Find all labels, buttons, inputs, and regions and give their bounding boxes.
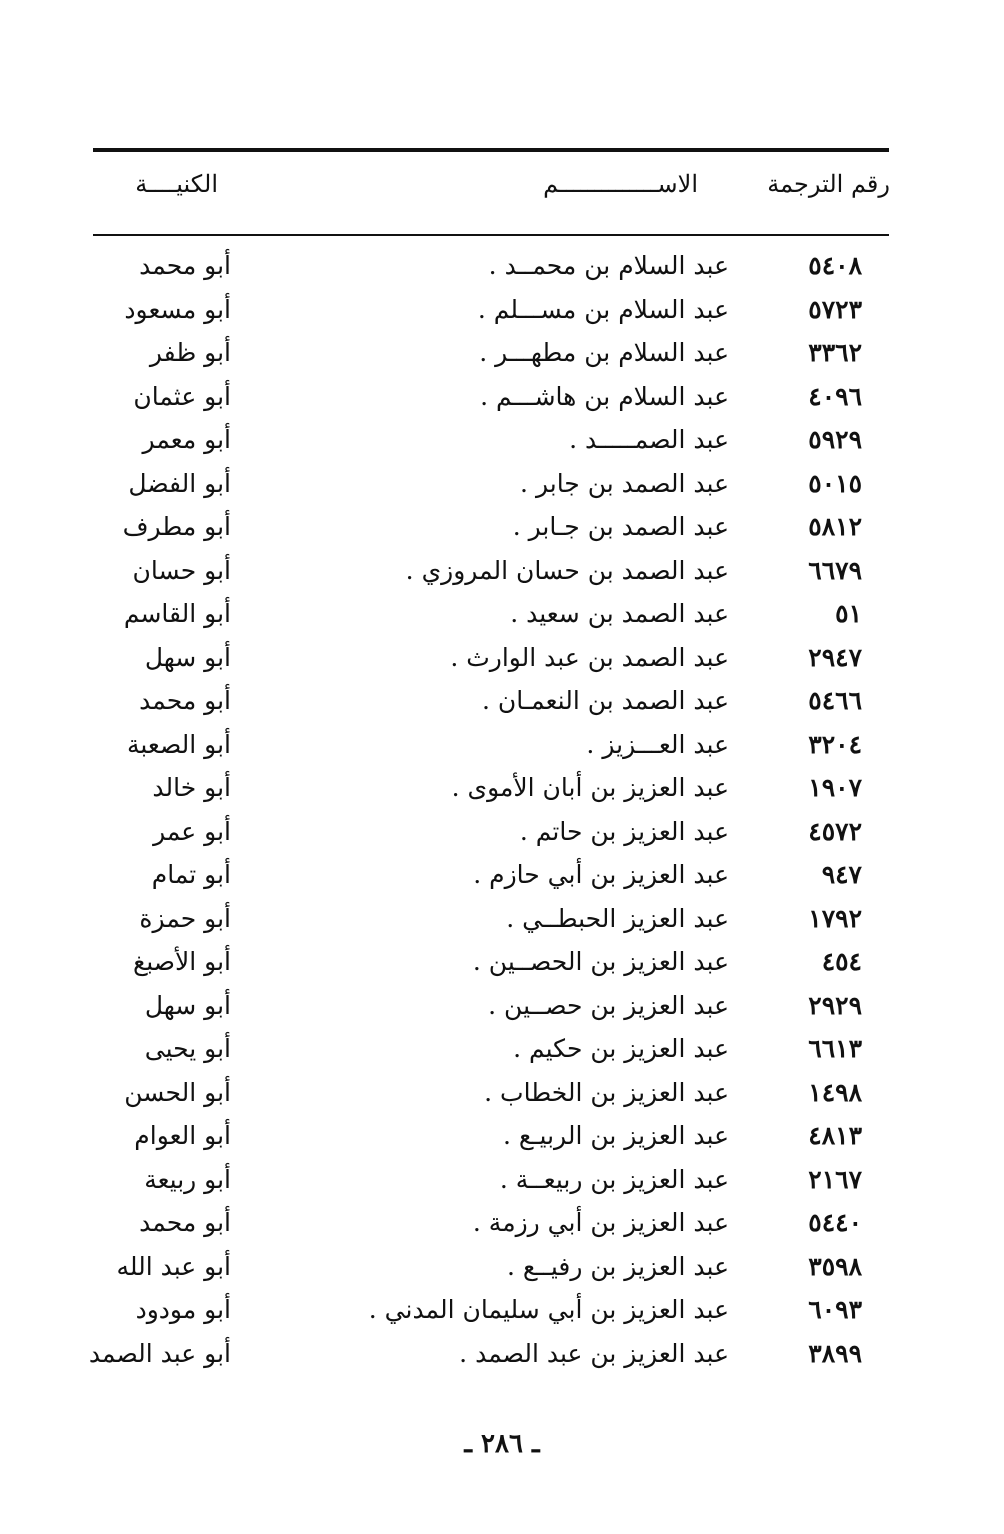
table-row (0, 1116, 1004, 1160)
entry-kunya: أبو مودود (135, 1295, 231, 1324)
entry-name: عبد الصمد بن عبد الوارث . (450, 642, 729, 672)
table-row (0, 725, 1004, 769)
entry-number: ٣٢٠٤ (808, 729, 862, 759)
entry-number: ٤٨١٣ (808, 1121, 862, 1150)
entry-name: عبد العزيز بن أبي رزمة . (472, 1208, 729, 1237)
table-row (0, 638, 1004, 682)
entry-number: ٥٤٤٠ (808, 1208, 862, 1237)
entry-name: عبد العزيز الحبطــي . (506, 903, 729, 933)
entry-number: ٦٠٩٣ (808, 1295, 862, 1324)
entry-kunya: أبو ظفر (149, 338, 231, 367)
entry-name: عبد العزيز بن أبي حازم . (473, 860, 729, 889)
entry-name: عبد السلام بن مطهـــر . (479, 338, 729, 367)
table-row (0, 246, 1004, 290)
entry-name: عبد العزيز بن أبان الأموى . (451, 773, 729, 802)
entry-name: عبد العزيز بن ربيعــة . (499, 1164, 729, 1194)
entry-number: ١٩٠٧ (808, 773, 862, 802)
entry-name: عبد العزيز بن رفيــع . (507, 1251, 729, 1281)
entry-number: ٦٦٧٩ (808, 555, 862, 585)
entry-name: عبد العزيز بن أبي سليمان المدني . (368, 1295, 729, 1324)
entry-kunya: أبو خالد (152, 773, 231, 802)
entry-number: ٥٩٢٩ (808, 425, 862, 454)
table-row (0, 1073, 1004, 1117)
entry-name: عبد العـــزيز . (586, 729, 729, 759)
entry-number: ٣٥٩٨ (808, 1251, 862, 1281)
entry-kunya: أبو معمر (142, 425, 231, 454)
entry-number: ٥٨١٢ (808, 512, 862, 541)
entry-number: ٣٨٩٩ (808, 1338, 862, 1368)
table-row (0, 681, 1004, 725)
entry-kunya: أبو محمد (139, 686, 231, 715)
page-number: ـ ٢٨٦ ـ (464, 1429, 540, 1459)
entry-kunya: أبو الأصبغ (132, 947, 231, 976)
table-row (0, 290, 1004, 334)
entry-kunya: أبو الصعبة (126, 729, 231, 759)
header-name: الاســــــــــــــم (543, 170, 698, 198)
entry-kunya: أبو الحسن (124, 1077, 231, 1107)
header-kunya: الكنيــــة (135, 170, 218, 198)
entry-name: عبد السلام بن هاشـــم . (480, 381, 729, 411)
entry-name: عبد السلام بن مســـلم . (477, 294, 729, 324)
table-row (0, 377, 1004, 421)
entry-number: ٤٥٤ (821, 947, 862, 976)
table-row (0, 507, 1004, 551)
entry-kunya: أبو حسان (132, 555, 231, 585)
entry-kunya: أبو عبد الله (116, 1251, 231, 1281)
entry-kunya: أبو مسعود (124, 294, 231, 324)
entry-kunya: أبو القاسم (123, 599, 231, 628)
entry-kunya: أبو سهل (144, 990, 231, 1020)
table-row (0, 1203, 1004, 1247)
entry-kunya: أبو ربيعة (144, 1164, 231, 1194)
entry-kunya: أبو محمد (139, 1208, 231, 1237)
entry-kunya: أبو الفضل (128, 468, 231, 498)
table-row (0, 1160, 1004, 1204)
table-row (0, 768, 1004, 812)
entry-number: ٣٣٦٢ (808, 338, 862, 367)
entry-name: عبد الصمد بن جـابر . (512, 512, 729, 541)
table-row (0, 551, 1004, 595)
entry-kunya: أبو تمام (151, 860, 231, 889)
entry-number: ٥١ (835, 599, 862, 628)
entry-name: عبد العزيز بن حكيم . (513, 1034, 729, 1063)
entry-name: عبد الصمد بن حسان المروزي . (405, 555, 729, 585)
table-row (0, 464, 1004, 508)
entry-kunya: أبو يحيى (144, 1034, 231, 1063)
table-row (0, 1290, 1004, 1334)
table-row (0, 1029, 1004, 1073)
entry-number: ٥٤٠٨ (808, 251, 862, 280)
entry-number: ٢٩٢٩ (808, 990, 862, 1020)
entry-number: ٤٥٧٢ (808, 816, 862, 846)
entry-number: ٤٠٩٦ (808, 381, 862, 411)
entry-kunya: أبو محمد (139, 251, 231, 280)
entry-name: عبد العزيز بن حاتم . (519, 816, 729, 846)
table-row (0, 855, 1004, 899)
entry-kunya: أبو العوام (134, 1121, 231, 1150)
entry-number: ٥٧٢٣ (808, 294, 862, 324)
entry-kunya: أبو عمر (153, 816, 231, 846)
entry-number: ٥٠١٥ (808, 468, 862, 498)
table-row (0, 812, 1004, 856)
entry-name: عبد الصمد بن النعمـان . (481, 686, 729, 715)
entries-table (0, 246, 1004, 1377)
table-row (0, 942, 1004, 986)
entry-name: عبد العزيز بن الخطاب . (484, 1077, 729, 1107)
entry-kunya: أبو عثمان (133, 381, 231, 411)
entry-name: عبد الصمد بن سعيد . (510, 599, 729, 628)
entry-number: ٥٤٦٦ (808, 686, 862, 715)
table-row (0, 1334, 1004, 1378)
entry-name: عبد العزيز بن الحصــين . (472, 947, 729, 976)
entry-name: عبد الصمد بن جابر . (520, 468, 729, 498)
table-row (0, 333, 1004, 377)
entry-kunya: أبو عبد الصمد (88, 1338, 231, 1368)
table-row (0, 899, 1004, 943)
entry-number: ١٧٩٢ (808, 903, 862, 933)
entry-name: عبد العزيز بن الربيـع . (503, 1121, 729, 1150)
entry-number: ٩٤٧ (821, 860, 862, 889)
entry-kunya: أبو حمزة (139, 903, 231, 933)
entry-name: عبد العزيز بن عبد الصمد . (459, 1338, 729, 1368)
entry-number: ٢٩٤٧ (808, 642, 862, 672)
entry-number: ١٤٩٨ (808, 1077, 862, 1107)
table-row (0, 420, 1004, 464)
table-row (0, 1247, 1004, 1291)
entry-number: ٦٦١٣ (808, 1034, 862, 1063)
header-number: رقم الترجمة (767, 170, 890, 198)
entry-name: عبد العزيز بن حصــين . (488, 990, 729, 1020)
top-rule (93, 148, 889, 152)
entry-number: ٢١٦٧ (808, 1164, 862, 1194)
entry-name: عبد الصمـــــد . (569, 425, 729, 454)
table-row (0, 986, 1004, 1030)
table-row (0, 594, 1004, 638)
entry-name: عبد السلام بن محمــد . (488, 251, 729, 280)
entry-kunya: أبو مطرف (122, 512, 231, 541)
header-rule (93, 234, 889, 236)
entry-kunya: أبو سهل (144, 642, 231, 672)
